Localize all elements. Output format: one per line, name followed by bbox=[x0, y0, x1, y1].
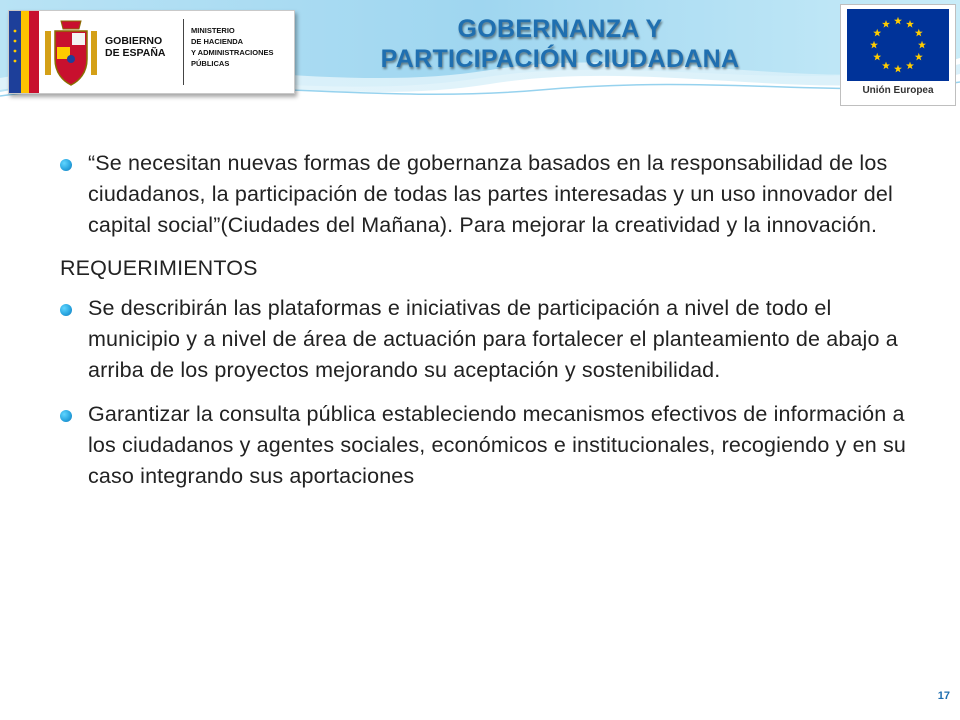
slide-title-line-1: GOBERNANZA Y bbox=[457, 15, 663, 43]
logo-divider bbox=[183, 19, 184, 85]
page-number: 17 bbox=[937, 690, 950, 702]
eu-flag-icon bbox=[847, 9, 949, 81]
slide-body bbox=[60, 148, 910, 492]
quote-bullet-text: “Se necesitan nuevas formas de gobernanza basados en la responsabilidad de los ciudadanos, la participación de todas las partes interesadas y un uso innovador del capital social”(Ciudades del Mañana). Para mejorar la creatividad y la innovación. bbox=[88, 151, 893, 237]
slide-title-line-2: PARTICIPACIÓN CIUDADANA bbox=[380, 45, 740, 73]
gobierno-de-espana-text: GOBIERNO DE ESPAÑA bbox=[105, 35, 166, 59]
union-europea-logo bbox=[840, 4, 956, 106]
gobierno-de-espana-logo bbox=[8, 10, 295, 94]
requirement-bullet-1 bbox=[60, 293, 910, 386]
slide-title bbox=[300, 14, 820, 74]
union-europea-label: Unión Europea bbox=[862, 85, 934, 96]
quote-bullet bbox=[60, 148, 910, 241]
bullet-dot-icon bbox=[60, 304, 72, 316]
ministerio-text: MINISTERIO DE HACIENDA Y ADMINISTRACIONES PÚBLICAS bbox=[191, 26, 274, 68]
bullet-dot-icon bbox=[60, 159, 72, 171]
spain-eu-flag-strip-icon bbox=[9, 11, 39, 93]
section-heading: REQUERIMIENTOS bbox=[60, 256, 258, 280]
requirement-bullet-2-text: Garantizar la consulta pública estableciendo mecanismos efectivos de información a los ciudadanos y agentes sociales, económicos e institucionales, recogiendo y en su caso integrando sus aportaciones bbox=[88, 402, 906, 488]
requirement-bullet-1-text: Se describirán las plataformas e iniciativas de participación a nivel de todo el municipio y a nivel de área de actuación para fortalecer el planteamiento de abajo a arriba de los proyectos mejorando su aceptación y sostenibilidad. bbox=[88, 296, 898, 382]
requirement-bullet-2 bbox=[60, 399, 910, 492]
bullet-dot-icon bbox=[60, 410, 72, 422]
spain-coat-of-arms-icon bbox=[43, 17, 99, 89]
